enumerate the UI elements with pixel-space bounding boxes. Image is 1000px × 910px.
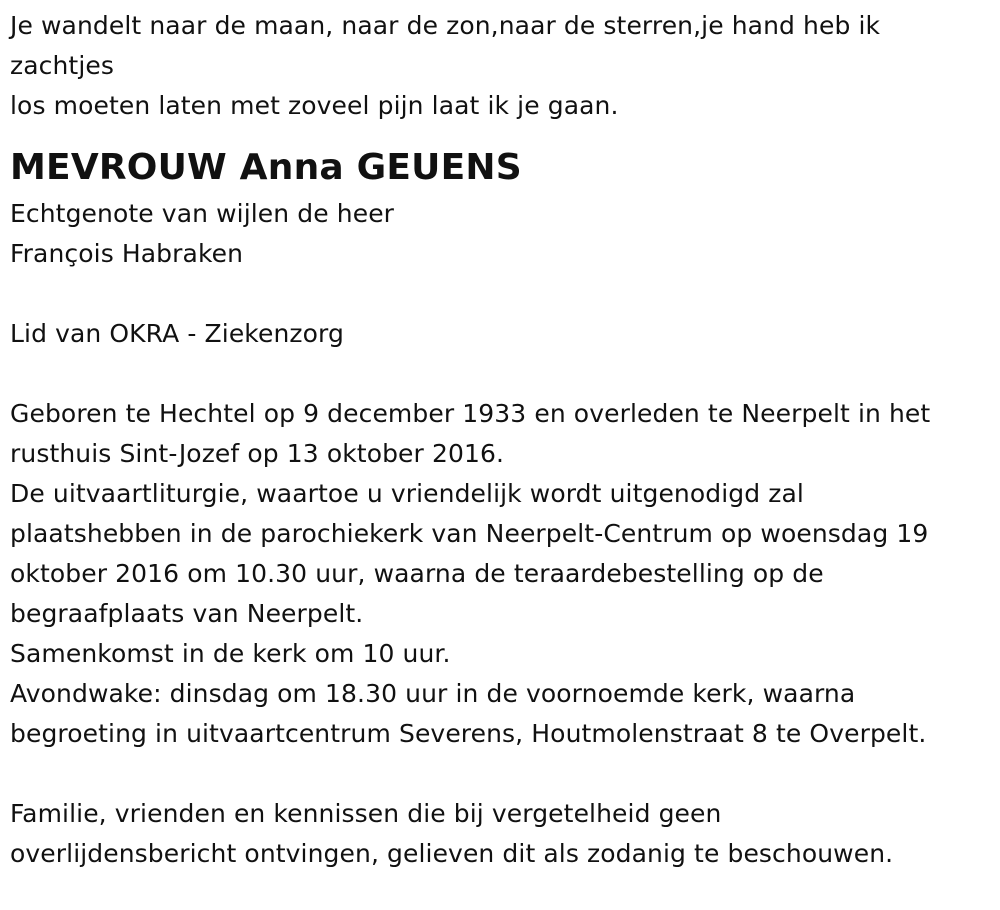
spouse-name: François Habraken	[10, 239, 244, 268]
details-line: Samenkomst in de kerk om 10 uur.	[10, 639, 451, 668]
details-line: rusthuis Sint-Jozef op 13 oktober 2016.	[10, 439, 505, 468]
poem-line: Je wandelt naar de maan, naar de zon,naar de sterren,je hand heb ik	[10, 11, 881, 40]
closing-note	[10, 794, 995, 874]
closing-line: overlijdensbericht ontvingen, gelieven dit als zodanig te beschouwen.	[10, 839, 894, 868]
details-line: De uitvaartliturgie, waartoe u vriendelijk wordt uitgenodigd zal	[10, 479, 804, 508]
details-line: plaatshebben in de parochiekerk van Neerpelt-Centrum op woensdag 19	[10, 519, 929, 548]
deceased-name: MEVROUW Anna GEUENS	[10, 147, 522, 188]
funeral-details	[10, 394, 995, 754]
spacer	[10, 274, 995, 314]
spouse-info	[10, 194, 995, 274]
poem-line: los moeten laten met zoveel pijn laat ik je gaan.	[10, 91, 619, 120]
details-line: oktober 2016 om 10.30 uur, waarna de teraardebestelling op de	[10, 559, 824, 588]
details-line: Avondwake: dinsdag om 18.30 uur in de voornoemde kerk, waarna	[10, 679, 856, 708]
poem	[10, 6, 995, 126]
obituary-notice	[10, 6, 995, 874]
details-line: begraafplaats van Neerpelt.	[10, 599, 364, 628]
spouse-line: Echtgenote van wijlen de heer	[10, 199, 395, 228]
spacer	[10, 754, 995, 794]
details-line: Geboren te Hechtel op 9 december 1933 en overleden te Neerpelt in het	[10, 399, 931, 428]
membership: Lid van OKRA - Ziekenzorg	[10, 319, 344, 348]
closing-line: Familie, vrienden en kennissen die bij vergetelheid geen	[10, 799, 722, 828]
spacer	[10, 354, 995, 394]
poem-line: zachtjes	[10, 51, 114, 80]
details-line: begroeting in uitvaartcentrum Severens, Houtmolenstraat 8 te Overpelt.	[10, 719, 927, 748]
